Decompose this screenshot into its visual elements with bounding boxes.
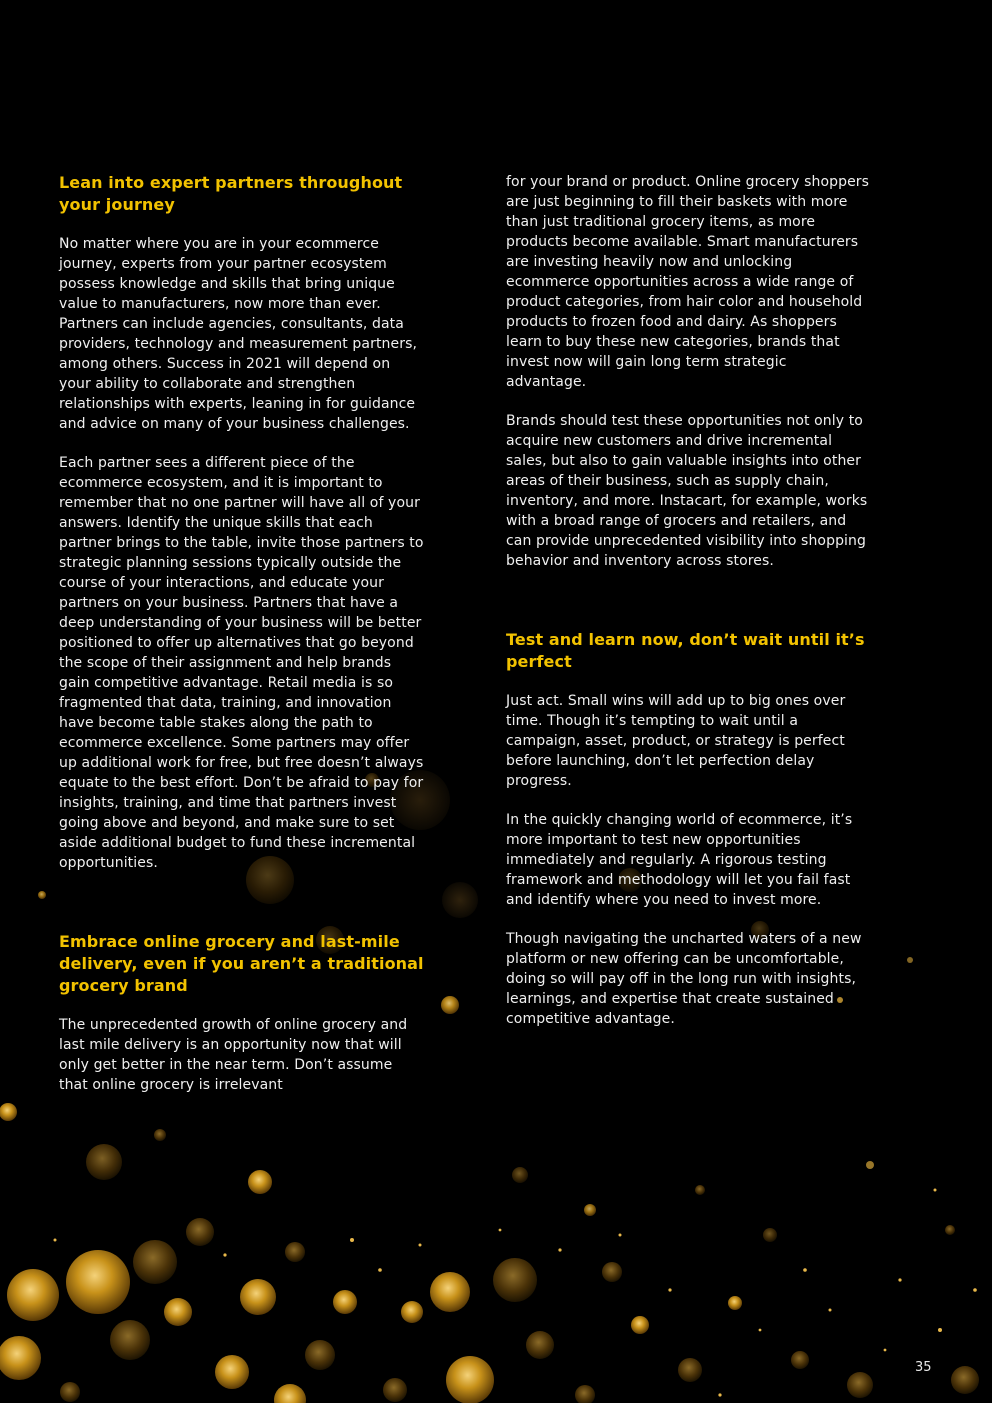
right-column: [506, 172, 871, 1029]
paragraph: The unprecedented growth of online grocery and last mile delivery is an opportunity now that will only get better in the near term. Don’t assume that online grocery is irrelevant: [59, 1017, 408, 1093]
section-heading-online-grocery: Embrace online grocery and last-mile delivery, even if you aren’t a traditional grocery brand: [59, 932, 424, 995]
left-column: [59, 172, 424, 1095]
section-heading-test-and-learn: Test and learn now, don’t wait until it’s perfect: [506, 630, 865, 671]
paragraph: for your brand or product. Online grocery shoppers are just beginning to fill their baskets with more than just traditional grocery items, as more products become available. Smart manufacturers are investing heavily now and unlocking ecommerce opportunities across a wide range of product categories, from hair color and household products to frozen food and dairy. As shoppers learn to buy these new categories, brands that invest now will gain long term strategic advantage.: [506, 174, 870, 390]
paragraph: Each partner sees a different piece of the ecommerce ecosystem, and it is important to remember that no one partner will have all of your answers. Identify the unique skills that each partner brings to the table, invite those partners to strategic planning sessions typically outside the course of your interactions, and educate your partners on your business. Partners that have a deep understanding of your business will be better positioned to offer up alternatives that go beyond the scope of their assignment and help brands gain competitive advantage. Retail media is so fragmented that data, training, and innovation have become table stakes along the path to ecommerce excellence. Some partners may offer up additional work for free, but free doesn’t always equate to the best effort. Don’t be afraid to pay for insights, training, and time that partners invest going above and beyond, and make sure to set aside additional budget to fund these incremental opportunities.: [59, 455, 424, 871]
paragraph: Though navigating the uncharted waters of a new platform or new offering can be uncomfortable, doing so will pay off in the long run with insights, learnings, and expertise that create sustained competitive advantage.: [506, 931, 862, 1027]
paragraph: No matter where you are in your ecommerce journey, experts from your partner ecosystem possess knowledge and skills that bring unique value to manufacturers, now more than ever. Partners can include agencies, consultants, data providers, technology and measurement partners, among others. Success in 2021 will depend on your ability to collaborate and strengthen relationships with experts, leaning in for guidance and advice on many of your business challenges.: [59, 236, 418, 432]
page-number: 35: [915, 1360, 932, 1375]
paragraph: Brands should test these opportunities not only to acquire new customers and drive incremental sales, but also to gain valuable insights into other areas of their business, such as supply chain, inventory, and more. Instacart, for example, works with a broad range of grocers and retailers, and can provide unprecedented visibility into shopping behavior and inventory across stores.: [506, 413, 868, 569]
section-heading-expert-partners: Lean into expert partners throughout your journey: [59, 173, 403, 214]
paragraph: Just act. Small wins will add up to big ones over time. Though it’s tempting to wait until a campaign, asset, product, or strategy is perfect before launching, don’t let perfection delay progress.: [506, 693, 846, 789]
paragraph: In the quickly changing world of ecommerce, it’s more important to test new opportunities immediately and regularly. A rigorous testing framework and methodology will let you fail fast and identify where you need to invest more.: [506, 812, 853, 908]
